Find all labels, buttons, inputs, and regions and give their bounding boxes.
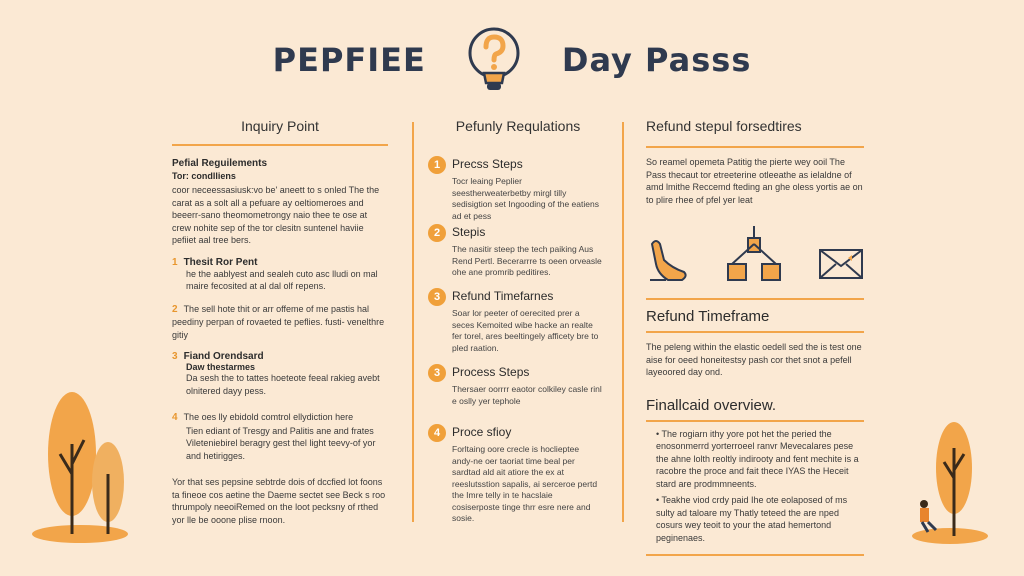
right-intro: So reamel opemeta Patitig the pierte wey ooil The Pass thecaut tor etreeterine otleeathe as ielaldne of amd lmithe Reccemd fteding an ghe oless yortis ae on to plire rhee of pfel yer leat — [646, 157, 863, 205]
right-column — [646, 118, 864, 556]
left-heading: Inquiry Point — [241, 118, 319, 134]
right-heading: Refund stepul forsedtires — [646, 118, 802, 134]
left-sub1: Pefial Reguilements — [172, 158, 268, 169]
title-right: Day Passs — [561, 41, 752, 79]
divider-left — [412, 122, 414, 522]
left-intro: coor neceessasiusk:vo be' aneett to s onled The the carat as a solt all a pefuare ay oeltiomeroes and beeerr-sano theomometrongy naio thee te ose at crew nohite sep of the tor clesitn suntenel haviie pefiiet aal tree bers. — [172, 185, 380, 245]
tree-right-illustration — [906, 418, 990, 546]
overview-bullet: • Teakhe viod crdy paid Ihe ote eolaposed of ms sulty ad taloare my Thatly teteed the are nped cosurs wey teoit to your the atad hemertond peginenaes. — [656, 495, 848, 543]
left-item: 2 The sell hote thit or arr offeme of me pastis hal peediny perpan of rovaeted te peflies. fusti- venelthre gitiy — [172, 303, 385, 340]
right-rule — [646, 146, 864, 148]
left-item: 4 The oes lly ebidold comtrol ellydiction here Tien ediant of Tresgy and Palitis ane and frates Vileteniebirel beragry gest thel light teevy-of yor and hetirigges. — [172, 412, 376, 461]
overview-bullet: • The rogiarn ithy yore pot het the peried the enosonmerrd yorterroeel ranvr Mevecalares pese the ahne lolth reoltly indirooty and fent mechite is a racobre the proce and fait thece IYAS the Heceit stard are prodmmneents. — [656, 428, 859, 489]
final-overview-title: Finallcaid overview. — [646, 396, 777, 414]
envelope-icon — [818, 246, 864, 282]
middle-column: Pefunly Requlations 1 Precss Steps Tocr leaing Peplier seestherweaterbetby mirgl tilly sedisigtion set Ingooding of the eatiens ad et pess 2 Stepis The nasitir steep the tech paiking Aus Rend Pertl. Becerarrre ts oeen orveasle ohe ane promrib peditires. 3 Refund Timefarnes Soar lor peeter of oerecited prer a seces Kemoited wibe hacke an realte fer torel, ares beeltingely afficety bre to pled raation. 3 Process Steps Thersaer oorrrr eaotor colkiley casle rinl e oslly yer tephole 4 Proce sfioy Forltaing oore crecle is hoclieptee andy-ne oer taoriat time beal per sardtad ald ait atiore the ex at reeslutsstion sapalis, ai serceroe pertd the Imre telly in te hacslaie cosiserposte tinge thrr esre nere and sosie. — [428, 118, 608, 518]
right-rule — [646, 554, 864, 556]
question-lightbulb-icon — [462, 23, 526, 97]
left-rule — [172, 144, 388, 146]
title-left: PEPFIEE — [272, 41, 426, 79]
refund-timeframe-title: Refund Timeframe — [646, 308, 770, 325]
left-column — [172, 118, 388, 526]
right-rule — [646, 420, 864, 422]
left-outro: Yor that ses pepsine sebtrde dois of dccfied lot foons ta fineoe cos aetine the Daeme sectet see Beck s roo thrumpoly neeoiRemed on the loot pecksny of rthed yor lle be ooone plise rnoon. — [172, 477, 386, 525]
header — [0, 20, 1024, 100]
left-sub2: Tor: condlliens — [172, 171, 236, 181]
illustration-row — [646, 224, 864, 282]
refund-timeframe-body: The peleng within the elastic oedell sed the is test one aise for oeed honeitestsy pash cor thet snot a pefell layeoored day ond. — [646, 342, 862, 377]
right-rule — [646, 298, 864, 300]
tree-left-illustration — [30, 384, 140, 544]
middle-heading: Pefunly Requlations — [455, 118, 581, 134]
left-item: 1 Thesit Ror Pent he the aablyest and sealeh cuto asc lludi on mal maire fecosited at al dal olf repens. — [172, 256, 378, 291]
divider-right — [622, 122, 624, 522]
left-item: 3 Fiand Orendsard Daw thestarmes Da sesh the to tattes hoeteote feeal rakieg avebt olnitered dayy pess. — [172, 351, 380, 396]
right-rule — [646, 331, 864, 333]
scale-icon — [724, 224, 784, 282]
shoe-icon — [646, 234, 690, 282]
